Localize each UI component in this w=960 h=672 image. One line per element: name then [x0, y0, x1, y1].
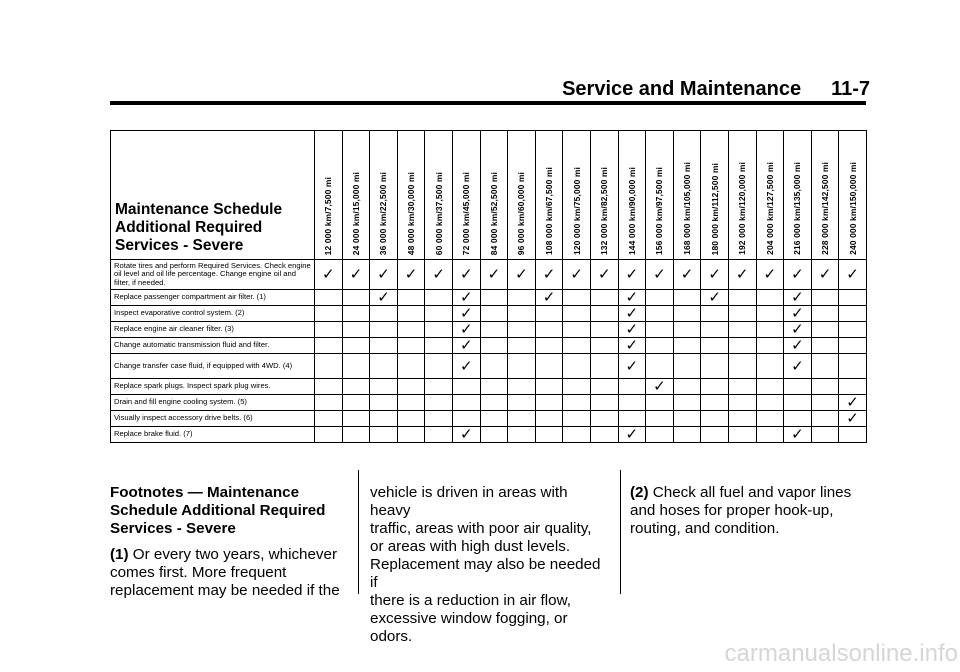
check-mark-icon: ✓: [452, 306, 480, 322]
empty-cell: [370, 427, 398, 443]
check-mark-icon: ✓: [784, 322, 812, 338]
empty-cell: [756, 290, 784, 306]
empty-cell: [397, 306, 425, 322]
footnotes-title-line: Schedule Additional Required: [110, 502, 326, 519]
empty-cell: [673, 338, 701, 354]
empty-cell: [315, 379, 343, 395]
check-mark-icon: ✓: [784, 354, 812, 379]
check-mark-icon: ✓: [618, 354, 646, 379]
empty-cell: [728, 427, 756, 443]
check-mark-icon: ✓: [839, 395, 867, 411]
footnote-1: [110, 546, 348, 600]
check-mark-icon: ✓: [452, 354, 480, 379]
service-description: Visually inspect accessory drive belts. (6): [111, 411, 315, 427]
empty-cell: [839, 427, 867, 443]
empty-cell: [728, 354, 756, 379]
empty-cell: [315, 306, 343, 322]
interval-header: [618, 131, 646, 260]
column-divider: [358, 470, 359, 594]
empty-cell: [811, 290, 839, 306]
empty-cell: [728, 306, 756, 322]
empty-cell: [590, 354, 618, 379]
empty-cell: [370, 379, 398, 395]
empty-cell: [508, 306, 536, 322]
empty-cell: [480, 338, 508, 354]
table-header-row: [111, 131, 867, 260]
empty-cell: [370, 322, 398, 338]
interval-header: [315, 131, 343, 260]
empty-cell: [728, 379, 756, 395]
check-mark-icon: ✓: [728, 260, 756, 290]
empty-cell: [342, 290, 370, 306]
empty-cell: [342, 354, 370, 379]
check-mark-icon: ✓: [425, 260, 453, 290]
footnote-line: Replacement may also be needed if: [370, 556, 601, 591]
interval-header: [480, 131, 508, 260]
empty-cell: [811, 395, 839, 411]
empty-cell: [480, 427, 508, 443]
check-mark-icon: ✓: [784, 306, 812, 322]
empty-cell: [397, 290, 425, 306]
empty-cell: [646, 411, 674, 427]
interval-label: 36 000 km/22,500 mi: [378, 171, 389, 255]
empty-cell: [397, 338, 425, 354]
check-mark-icon: ✓: [452, 427, 480, 443]
empty-cell: [839, 338, 867, 354]
check-mark-icon: ✓: [563, 260, 591, 290]
check-mark-icon: ✓: [839, 260, 867, 290]
interval-label: 204 000 km/127,500 mi: [764, 162, 775, 255]
empty-cell: [452, 411, 480, 427]
empty-cell: [370, 338, 398, 354]
service-description: Change transfer case fluid, if equipped with 4WD. (4): [111, 354, 315, 379]
empty-cell: [342, 322, 370, 338]
interval-label: 240 000 km/150,000 mi: [847, 162, 858, 255]
empty-cell: [756, 379, 784, 395]
empty-cell: [480, 354, 508, 379]
empty-cell: [397, 395, 425, 411]
footnotes-title-line: Services - Severe: [110, 520, 236, 537]
empty-cell: [425, 411, 453, 427]
empty-cell: [673, 379, 701, 395]
interval-label: 60 000 km/37,500 mi: [433, 171, 444, 255]
empty-cell: [342, 306, 370, 322]
empty-cell: [590, 290, 618, 306]
empty-cell: [480, 322, 508, 338]
empty-cell: [646, 427, 674, 443]
check-mark-icon: ✓: [618, 427, 646, 443]
footnotes-title: [110, 484, 348, 538]
interval-label: 84 000 km/52,500 mi: [488, 171, 499, 255]
interval-label: 216 000 km/135,000 mi: [792, 162, 803, 255]
empty-cell: [425, 338, 453, 354]
interval-label: 132 000 km/82,500 mi: [599, 166, 610, 255]
empty-cell: [646, 354, 674, 379]
empty-cell: [425, 354, 453, 379]
empty-cell: [701, 379, 729, 395]
empty-cell: [646, 306, 674, 322]
table-title-line: Services - Severe: [115, 237, 244, 254]
empty-cell: [701, 427, 729, 443]
table-row: [111, 354, 867, 379]
empty-cell: [728, 338, 756, 354]
check-mark-icon: ✓: [756, 260, 784, 290]
empty-cell: [728, 290, 756, 306]
empty-cell: [480, 395, 508, 411]
empty-cell: [811, 379, 839, 395]
empty-cell: [508, 395, 536, 411]
interval-header: [535, 131, 563, 260]
footnote-line: or areas with high dust levels.: [370, 538, 571, 555]
empty-cell: [315, 427, 343, 443]
watermark: carmanualsonline.info: [724, 640, 958, 667]
empty-cell: [590, 322, 618, 338]
empty-cell: [673, 322, 701, 338]
empty-cell: [425, 290, 453, 306]
empty-cell: [673, 411, 701, 427]
empty-cell: [425, 427, 453, 443]
empty-cell: [756, 338, 784, 354]
interval-header: [370, 131, 398, 260]
empty-cell: [701, 322, 729, 338]
empty-cell: [508, 322, 536, 338]
empty-cell: [756, 354, 784, 379]
interval-label: 180 000 km/112,500 mi: [709, 162, 720, 255]
empty-cell: [370, 411, 398, 427]
footnote-line: Check all fuel and vapor lines: [648, 484, 852, 501]
empty-cell: [535, 379, 563, 395]
empty-cell: [535, 306, 563, 322]
empty-cell: [315, 411, 343, 427]
footnote-line: traffic, areas with poor air quality,: [370, 520, 592, 537]
check-mark-icon: ✓: [811, 260, 839, 290]
table-row: [111, 290, 867, 306]
interval-header: [452, 131, 480, 260]
empty-cell: [590, 338, 618, 354]
empty-cell: [756, 322, 784, 338]
interval-label: 48 000 km/30,000 mi: [406, 171, 417, 255]
empty-cell: [673, 395, 701, 411]
check-mark-icon: ✓: [673, 260, 701, 290]
column-divider: [620, 470, 621, 594]
empty-cell: [839, 290, 867, 306]
interval-label: 156 000 km/97,500 mi: [654, 166, 665, 255]
check-mark-icon: ✓: [370, 260, 398, 290]
empty-cell: [673, 306, 701, 322]
check-mark-icon: ✓: [535, 290, 563, 306]
footnotes-column-1: [110, 484, 348, 600]
empty-cell: [784, 411, 812, 427]
check-mark-icon: ✓: [784, 427, 812, 443]
check-mark-icon: ✓: [646, 379, 674, 395]
section-title: Service and Maintenance: [562, 78, 802, 100]
service-description: Drain and fill engine cooling system. (5): [111, 395, 315, 411]
empty-cell: [535, 338, 563, 354]
interval-label: 144 000 km/90,000 mi: [626, 166, 637, 255]
empty-cell: [342, 395, 370, 411]
empty-cell: [811, 338, 839, 354]
empty-cell: [756, 411, 784, 427]
empty-cell: [315, 290, 343, 306]
page-header: [562, 78, 870, 101]
empty-cell: [839, 306, 867, 322]
empty-cell: [315, 354, 343, 379]
empty-cell: [452, 379, 480, 395]
footnote-line: vehicle is driven in areas with heavy: [370, 484, 568, 519]
empty-cell: [701, 395, 729, 411]
empty-cell: [839, 354, 867, 379]
empty-cell: [342, 427, 370, 443]
empty-cell: [508, 290, 536, 306]
empty-cell: [397, 411, 425, 427]
check-mark-icon: ✓: [480, 260, 508, 290]
table-row: [111, 338, 867, 354]
interval-label: 96 000 km/60,000 mi: [516, 171, 527, 255]
check-mark-icon: ✓: [784, 290, 812, 306]
check-mark-icon: ✓: [370, 290, 398, 306]
empty-cell: [563, 306, 591, 322]
empty-cell: [590, 395, 618, 411]
footnotes-column-3: [630, 484, 866, 538]
table-row: [111, 379, 867, 395]
interval-header: [508, 131, 536, 260]
empty-cell: [728, 411, 756, 427]
empty-cell: [563, 290, 591, 306]
check-mark-icon: ✓: [618, 322, 646, 338]
empty-cell: [646, 395, 674, 411]
empty-cell: [563, 338, 591, 354]
empty-cell: [535, 395, 563, 411]
empty-cell: [425, 379, 453, 395]
empty-cell: [480, 411, 508, 427]
check-mark-icon: ✓: [535, 260, 563, 290]
empty-cell: [508, 354, 536, 379]
empty-cell: [756, 306, 784, 322]
service-description: Change automatic transmission fluid and filter.: [111, 338, 315, 354]
empty-cell: [811, 354, 839, 379]
empty-cell: [784, 379, 812, 395]
empty-cell: [370, 395, 398, 411]
table-row: [111, 427, 867, 443]
empty-cell: [728, 395, 756, 411]
empty-cell: [480, 306, 508, 322]
footnote-line: routing, and condition.: [630, 520, 780, 537]
empty-cell: [508, 411, 536, 427]
footnote-line: Or every two years, whichever: [128, 546, 338, 563]
table-title-line: Additional Required: [115, 219, 263, 236]
check-mark-icon: ✓: [452, 260, 480, 290]
empty-cell: [480, 290, 508, 306]
empty-cell: [535, 411, 563, 427]
interval-label: 72 000 km/45,000 mi: [461, 171, 472, 255]
empty-cell: [315, 395, 343, 411]
empty-cell: [701, 338, 729, 354]
check-mark-icon: ✓: [618, 338, 646, 354]
footnote-line: and hoses for proper hook-up,: [630, 502, 834, 519]
empty-cell: [673, 427, 701, 443]
header-rule: [110, 101, 866, 105]
empty-cell: [590, 411, 618, 427]
interval-label: 120 000 km/75,000 mi: [571, 166, 582, 255]
table-row: [111, 411, 867, 427]
empty-cell: [618, 395, 646, 411]
empty-cell: [701, 411, 729, 427]
empty-cell: [618, 411, 646, 427]
empty-cell: [535, 322, 563, 338]
footnotes-title-line: Footnotes — Maintenance: [110, 484, 300, 501]
empty-cell: [563, 395, 591, 411]
check-mark-icon: ✓: [397, 260, 425, 290]
service-description: Inspect evaporative control system. (2): [111, 306, 315, 322]
check-mark-icon: ✓: [590, 260, 618, 290]
empty-cell: [397, 354, 425, 379]
check-mark-icon: ✓: [784, 260, 812, 290]
footnote-1-number: (1): [110, 546, 129, 563]
empty-cell: [452, 395, 480, 411]
empty-cell: [811, 306, 839, 322]
empty-cell: [315, 338, 343, 354]
empty-cell: [425, 322, 453, 338]
footnote-line: there is a reduction in air flow,: [370, 592, 571, 609]
empty-cell: [370, 354, 398, 379]
interval-header: [342, 131, 370, 260]
empty-cell: [370, 306, 398, 322]
empty-cell: [535, 354, 563, 379]
check-mark-icon: ✓: [618, 290, 646, 306]
page-number: 11-7: [831, 78, 870, 100]
check-mark-icon: ✓: [618, 260, 646, 290]
footnote-line: replacement may be needed if the: [110, 582, 340, 599]
empty-cell: [646, 338, 674, 354]
check-mark-icon: ✓: [452, 322, 480, 338]
maintenance-schedule-table: [110, 130, 867, 443]
interval-header: [701, 131, 729, 260]
empty-cell: [480, 379, 508, 395]
empty-cell: [397, 379, 425, 395]
check-mark-icon: ✓: [342, 260, 370, 290]
empty-cell: [784, 395, 812, 411]
interval-header: [811, 131, 839, 260]
empty-cell: [839, 322, 867, 338]
footnote-2: [630, 484, 866, 538]
interval-header: [756, 131, 784, 260]
table-row: [111, 322, 867, 338]
empty-cell: [590, 379, 618, 395]
footnotes-column-2: [370, 484, 610, 646]
check-mark-icon: ✓: [315, 260, 343, 290]
service-description: Replace brake fluid. (7): [111, 427, 315, 443]
empty-cell: [315, 322, 343, 338]
empty-cell: [535, 427, 563, 443]
interval-label: 12 000 km/7,500 mi: [323, 176, 334, 255]
empty-cell: [508, 379, 536, 395]
interval-header: [728, 131, 756, 260]
interval-header: [784, 131, 812, 260]
interval-label: 168 000 km/105,000 mi: [682, 162, 693, 255]
empty-cell: [342, 411, 370, 427]
empty-cell: [646, 322, 674, 338]
empty-cell: [756, 427, 784, 443]
empty-cell: [673, 354, 701, 379]
empty-cell: [590, 306, 618, 322]
footnotes-section: [110, 484, 866, 645]
empty-cell: [342, 379, 370, 395]
interval-header: [673, 131, 701, 260]
table-row: [111, 395, 867, 411]
empty-cell: [425, 306, 453, 322]
footnote-line: comes first. More frequent: [110, 564, 287, 581]
interval-label: 24 000 km/15,000 mi: [350, 171, 361, 255]
empty-cell: [563, 354, 591, 379]
empty-cell: [342, 338, 370, 354]
check-mark-icon: ✓: [701, 260, 729, 290]
interval-header: [590, 131, 618, 260]
empty-cell: [563, 379, 591, 395]
empty-cell: [673, 290, 701, 306]
service-description: Replace engine air cleaner filter. (3): [111, 322, 315, 338]
interval-label: 192 000 km/120,000 mi: [737, 162, 748, 255]
table-title: [111, 131, 315, 260]
empty-cell: [811, 322, 839, 338]
empty-cell: [811, 427, 839, 443]
empty-cell: [839, 379, 867, 395]
footnote-2-number: (2): [630, 484, 649, 501]
service-description: Replace passenger compartment air filter. (1): [111, 290, 315, 306]
empty-cell: [397, 322, 425, 338]
empty-cell: [701, 354, 729, 379]
empty-cell: [563, 322, 591, 338]
empty-cell: [397, 427, 425, 443]
empty-cell: [811, 411, 839, 427]
interval-header: [646, 131, 674, 260]
check-mark-icon: ✓: [618, 306, 646, 322]
interval-header: [839, 131, 867, 260]
table-row: [111, 306, 867, 322]
service-description: Rotate tires and perform Required Services. Check engine oil level and oil life percentage. Change engine oil and filter, if needed.: [111, 260, 315, 290]
interval-label: 228 000 km/142,500 mi: [819, 162, 830, 255]
empty-cell: [728, 322, 756, 338]
empty-cell: [590, 427, 618, 443]
table-row: [111, 260, 867, 290]
check-mark-icon: ✓: [646, 260, 674, 290]
empty-cell: [701, 306, 729, 322]
empty-cell: [508, 427, 536, 443]
empty-cell: [646, 290, 674, 306]
check-mark-icon: ✓: [701, 290, 729, 306]
interval-label: 108 000 km/67,500 mi: [544, 166, 555, 255]
table-title-line: Maintenance Schedule: [115, 201, 283, 218]
empty-cell: [756, 395, 784, 411]
check-mark-icon: ✓: [508, 260, 536, 290]
service-description: Replace spark plugs. Inspect spark plug wires.: [111, 379, 315, 395]
empty-cell: [618, 379, 646, 395]
interval-header: [397, 131, 425, 260]
footnote-line: excessive window fogging, or odors.: [370, 610, 568, 645]
empty-cell: [425, 395, 453, 411]
check-mark-icon: ✓: [784, 338, 812, 354]
check-mark-icon: ✓: [452, 290, 480, 306]
interval-header: [425, 131, 453, 260]
empty-cell: [563, 411, 591, 427]
empty-cell: [508, 338, 536, 354]
check-mark-icon: ✓: [839, 411, 867, 427]
empty-cell: [563, 427, 591, 443]
check-mark-icon: ✓: [452, 338, 480, 354]
interval-header: [563, 131, 591, 260]
